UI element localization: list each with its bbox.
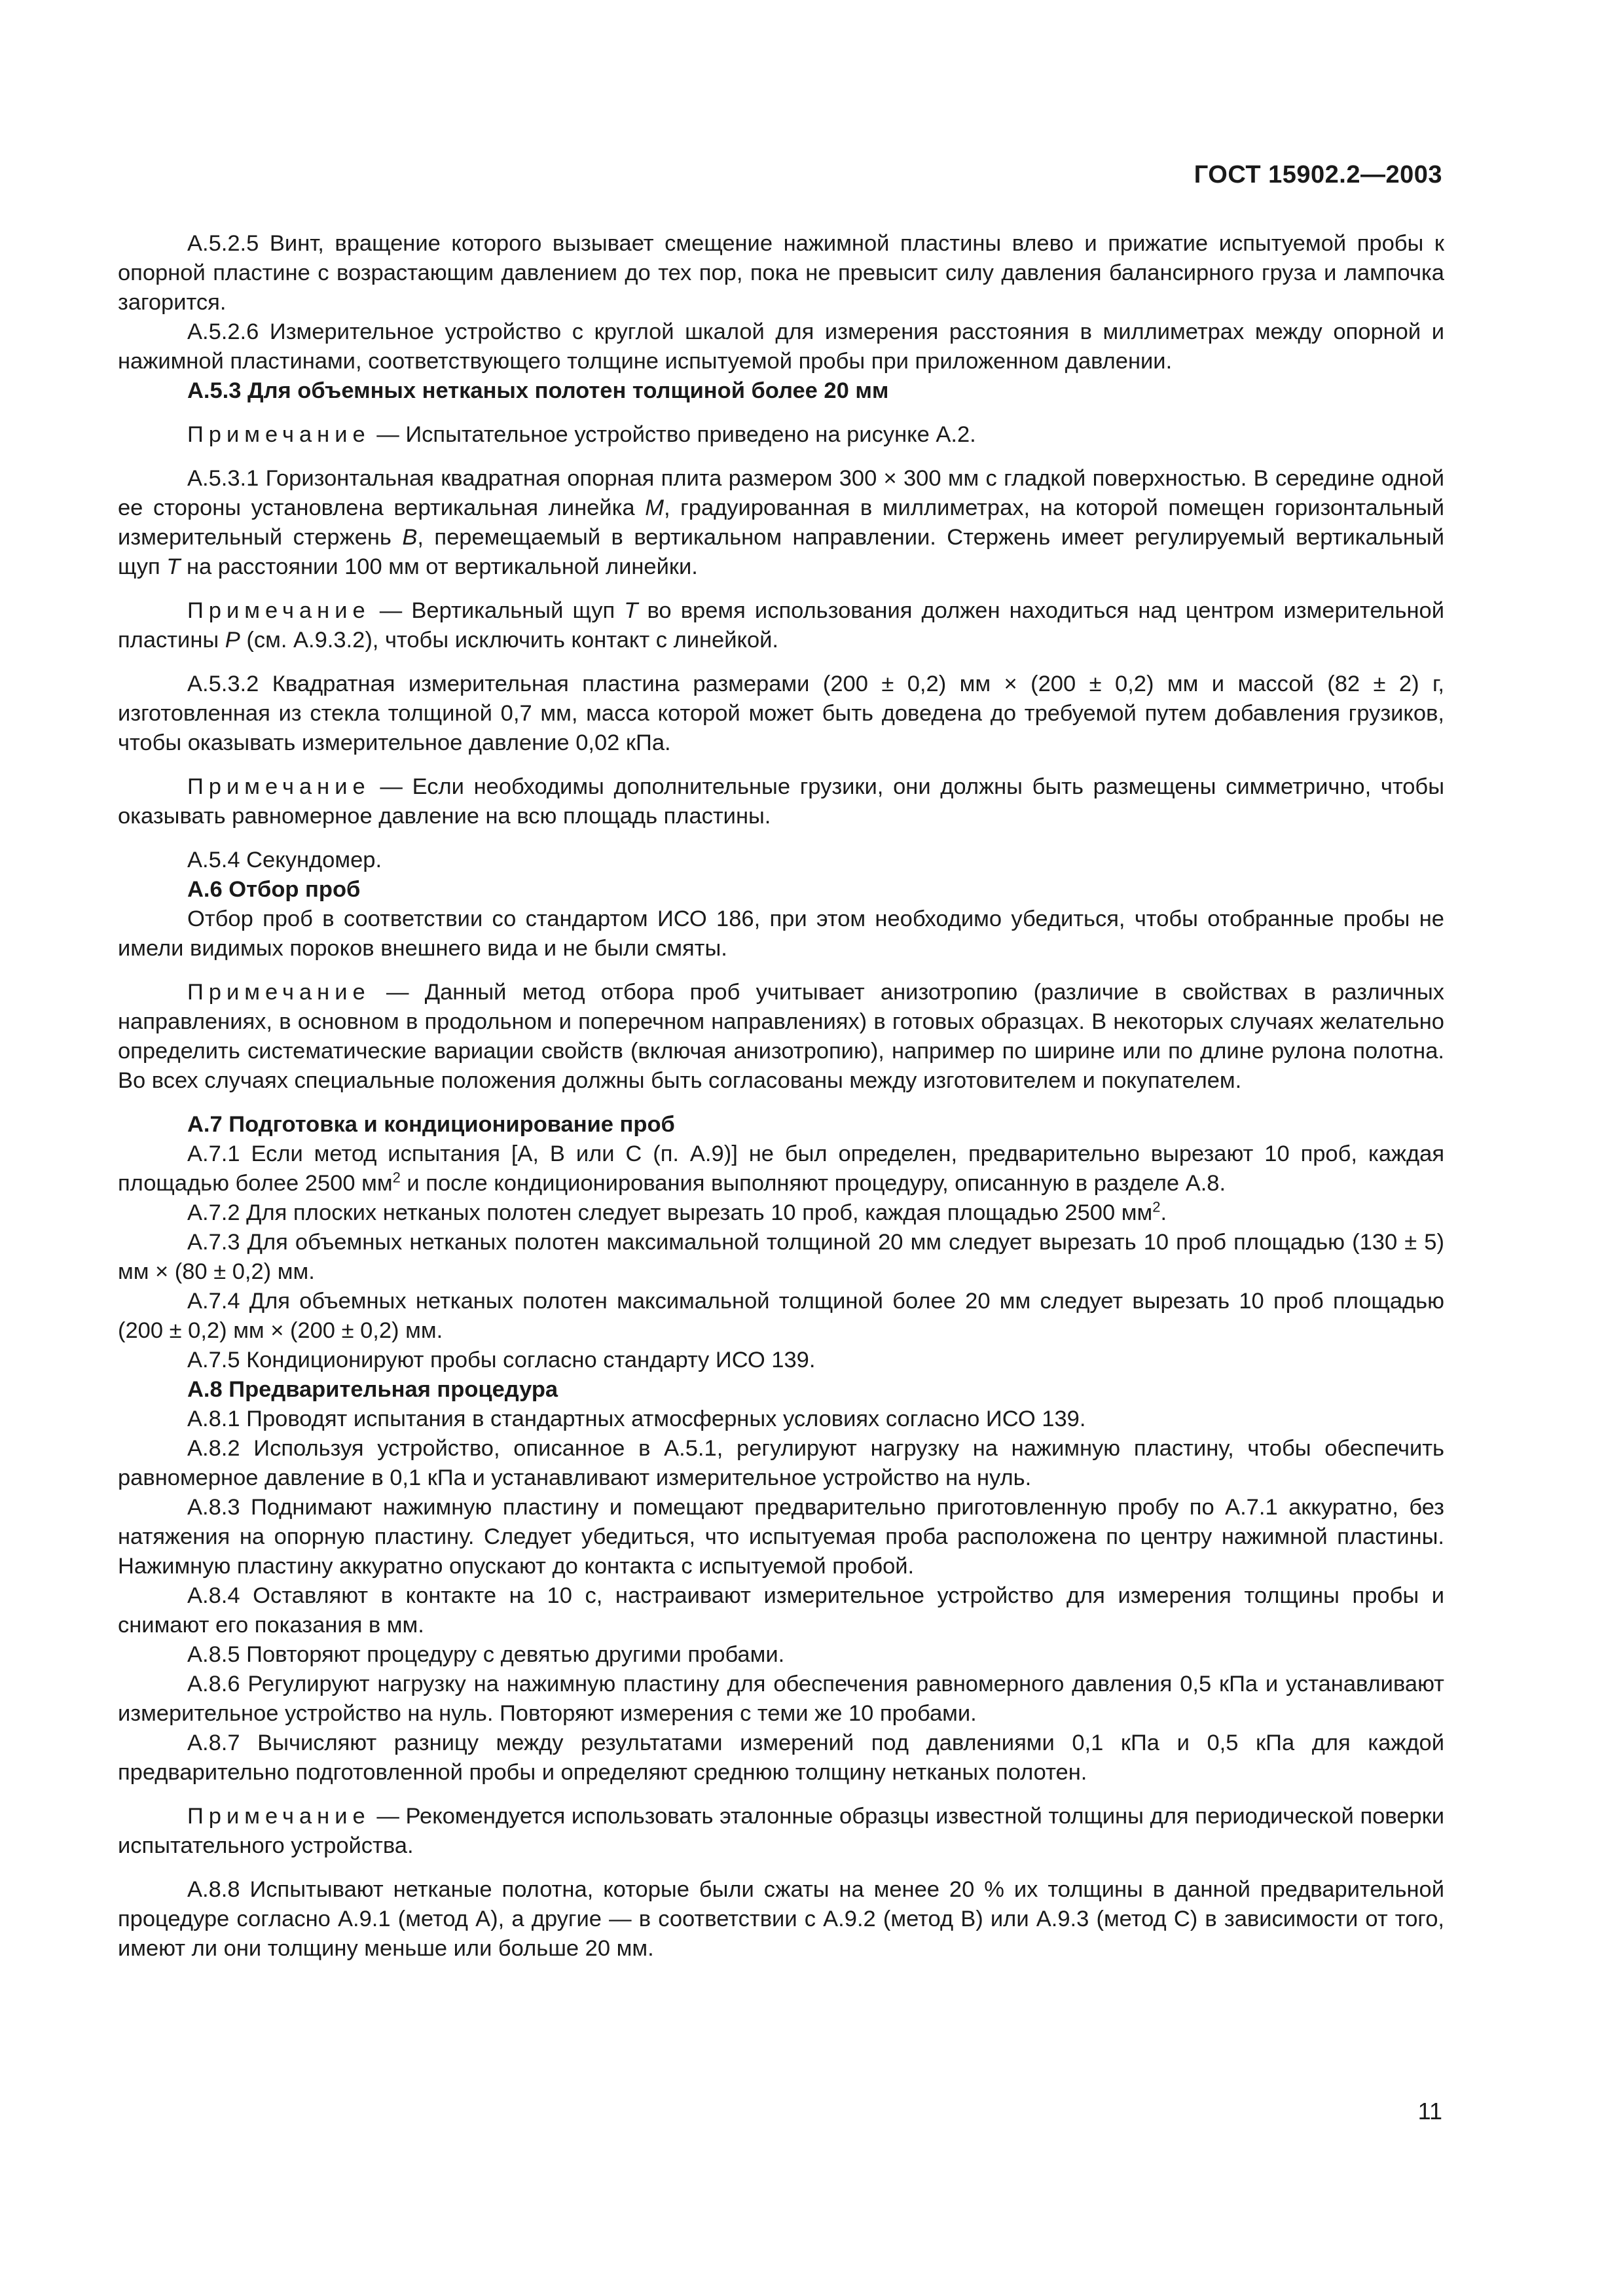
note-label: Примечание	[187, 598, 371, 623]
clause-a8-8: А.8.8 Испытывают нетканые полотна, которые были сжаты на менее 20 % их толщины в данной предварительной процедуре согласно А.9.1 (метод А), а другие — в соответствии с А.9.2 (метод В) или А.9.3 (метод С) в зависимости от того, имеют ли они толщину меньше или больше 20 мм.	[118, 1877, 1444, 1961]
clause-a7-4: А.7.4 Для объемных нетканых полотен максимальной толщиной более 20 мм следует вырезать 10 проб площадью (200 ± 0,2) мм × (200 ± 0,2) мм.	[118, 1289, 1444, 1343]
note-label: Примечание	[187, 422, 371, 447]
document-code-header: ГОСТ 15902.2—2003	[1194, 161, 1442, 188]
note-label: Примечание	[187, 1804, 371, 1829]
section-heading-a5-3: А.5.3 Для объемных нетканых полотен толщиной более 20 мм	[187, 378, 889, 403]
clause-a7-2: А.7.2 Для плоских нетканых полотен следует вырезать 10 проб, каждая площадью 2500 $мм^2$.	[187, 1198, 1167, 1225]
page-number: 11	[1417, 2098, 1442, 2125]
clause-a8-6: А.8.6 Регулируют нагрузку на нажимную пластину для обеспечения равномерного давления 0,5 кПа и устанавливают измерительное устройство на нуль. Повторяют измерения с теми же 10 пробами.	[118, 1672, 1444, 1726]
clause-a5-2-6: А.5.2.6 Измерительное устройство с круглой шкалой для измерения расстояния в миллиметрах между опорной и нажимной пластинами, соответствующего толщине испытуемой пробы при приложенном давлении.	[118, 319, 1444, 374]
document-body	[118, 229, 1444, 1964]
clause-a5-3-1: А.5.3.1 Горизонтальная квадратная опорная плита размером 300 × 300 мм с гладкой поверхностью. В середине одной ее стороны установлена вертикальная линейка М, градуированная в миллиметрах, на которой помещен горизонтальный измерительный стержень В, перемещаемый в вертикальном направлении. Стержень имеет регулируемый вертикальный щуп Т на расстоянии 100 мм от вертикальной линейки.	[118, 466, 1444, 579]
note-4: Примечание — Данный метод отбора проб учитывает анизотропию (различие в свойствах в различных направлениях, в основном в продольном и поперечном направлениях) в готовых образцах. В некоторых случаях желательно определить систематические вариации свойств (включая анизотропию), например по ширине или по длине рулона полотна. Во всех случаях специальные положения должны быть согласованы между изготовителем и покупателем.	[118, 980, 1444, 1093]
clause-a8-4: А.8.4 Оставляют в контакте на 10 с, настраивают измерительное устройство для измерения толщины пробы и снимают его показания в мм.	[118, 1583, 1444, 1638]
clause-a8-3: А.8.3 Поднимают нажимную пластину и помещают предварительно приготовленную пробу по А.7.1 аккуратно, без натяжения на опорную пластину. Следует убедиться, что испытуемая проба расположена по центру нажимной пластины. Нажимную пластину аккуратно опускают до контакта с испытуемой пробой.	[118, 1495, 1444, 1579]
clause-a5-3-2: А.5.3.2 Квадратная измерительная пластина размерами (200 ± 0,2) мм × (200 ± 0,2) мм и массой (82 ± 2) г, изготовленная из стекла толщиной 0,7 мм, масса которой может быть доведена до требуемой путем добавления грузиков, чтобы оказывать измерительное давление 0,02 кПа.	[118, 672, 1444, 755]
clause-a8-5: А.8.5 Повторяют процедуру с девятью другими пробами.	[187, 1642, 785, 1667]
clause-a8-1: А.8.1 Проводят испытания в стандартных атмосферных условиях согласно ИСО 139.	[187, 1407, 1086, 1431]
note-2: Примечание — Вертикальный щуп Т во время использования должен находиться над центром измерительной пластины Р (см. А.9.3.2), чтобы исключить контакт с линейкой.	[118, 598, 1444, 653]
clause-a7-3: А.7.3 Для объемных нетканых полотен максимальной толщиной 20 мм следует вырезать 10 проб площадью (130 ± 5) мм × (80 ± 0,2) мм.	[118, 1230, 1444, 1284]
clause-a8-7: А.8.7 Вычисляют разницу между результатами измерений под давлениями 0,1 кПа и 0,5 кПа для каждой предварительно подготовленной пробы и определяют среднюю толщину нетканых полотен.	[118, 1731, 1444, 1785]
note-5: Примечание — Рекомендуется использовать эталонные образцы известной толщины для периодической поверки испытательного устройства.	[118, 1804, 1444, 1858]
note-1: Примечание — Испытательное устройство приведено на рисунке А.2.	[187, 422, 976, 447]
note-label: Примечание	[187, 774, 371, 799]
section-heading-a6: А.6 Отбор проб	[187, 877, 361, 902]
clause-a5-4: А.5.4 Секундомер.	[187, 848, 382, 872]
section-heading-a7: А.7 Подготовка и кондиционирование проб	[187, 1112, 675, 1137]
clause-a7-5: А.7.5 Кондиционируют пробы согласно стандарту ИСО 139.	[187, 1348, 816, 1372]
clause-a7-1: А.7.1 Если метод испытания [А, В или С (п. А.9)] не был определен, предварительно вырезают 10 проб, каждая площадью более 2500 $мм^2$ и после кондиционирования выполняют процедуру, описанную в разделе А.8.	[118, 1141, 1444, 1196]
note-3: Примечание — Если необходимы дополнительные грузики, они должны быть размещены симметрично, чтобы оказывать равномерное давление на всю площадь пластины.	[118, 774, 1444, 829]
clause-a5-2-5: А.5.2.5 Винт, вращение которого вызывает смещение нажимной пластины влево и прижатие испытуемой пробы к опорной пластине с возрастающим давлением до тех пор, пока не превысит силу давления балансирного груза и лампочка загорится.	[118, 231, 1444, 315]
section-heading-a8: А.8 Предварительная процедура	[187, 1377, 558, 1402]
clause-a8-2: А.8.2 Используя устройство, описанное в А.5.1, регулируют нагрузку на нажимную пластину, чтобы обеспечить равномерное давление в 0,1 кПа и устанавливают измерительное устройство на нуль.	[118, 1436, 1444, 1490]
clause-a6-text: Отбор проб в соответствии со стандартом ИСО 186, при этом необходимо убедиться, чтобы отобранные пробы не имели видимых пороков внешнего вида и не были смяты.	[118, 906, 1444, 961]
note-label: Примечание	[187, 980, 371, 1005]
